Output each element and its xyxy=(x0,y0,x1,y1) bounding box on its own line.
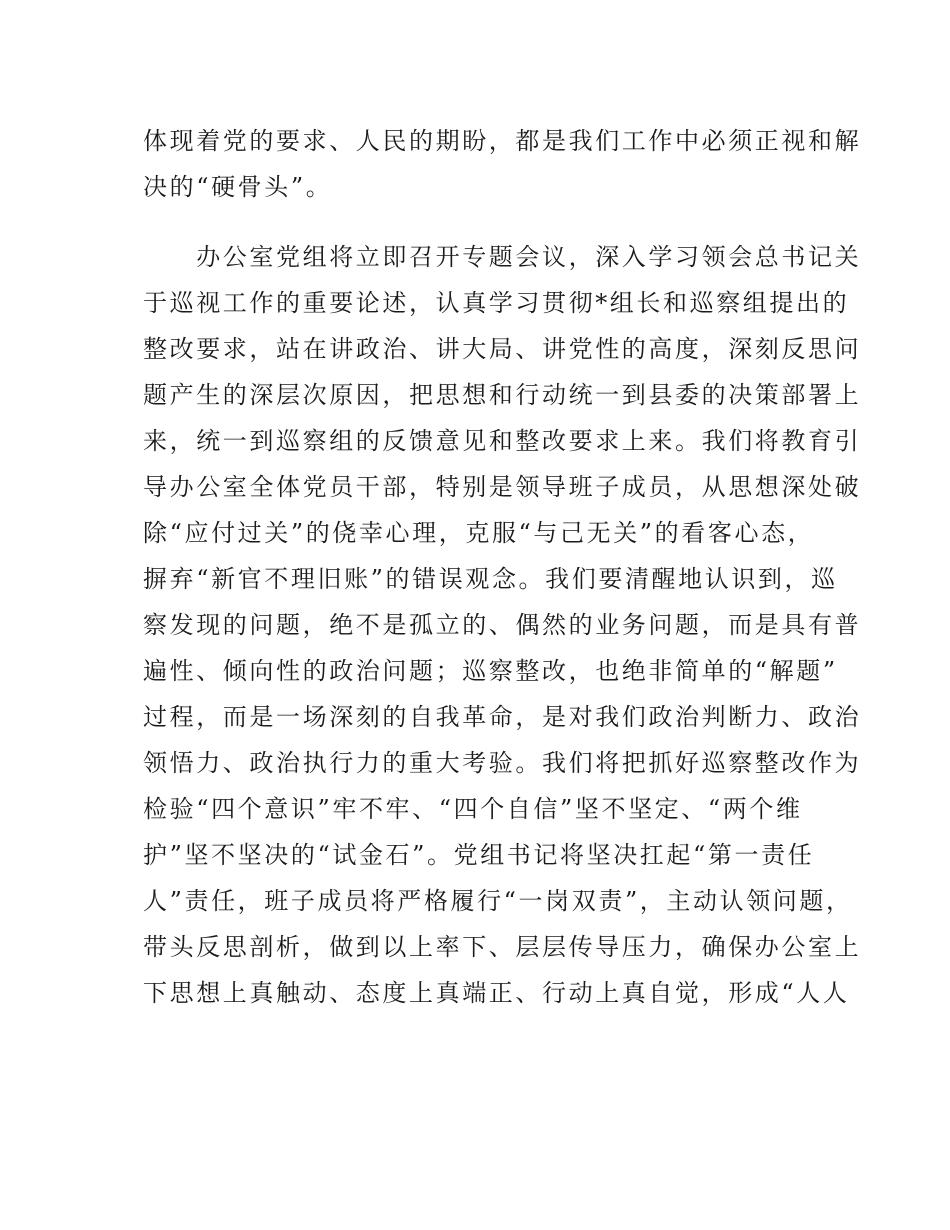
text-line: 检验“四个意识”牢不牢、“四个自信”坚不坚定、“两个维 xyxy=(143,795,803,823)
text-line: 决的“硬骨头”。 xyxy=(143,173,333,201)
text-line: 察发现的问题，绝不是孤立的、偶然的业务问题，而是具有普 xyxy=(143,611,862,639)
document-body xyxy=(143,118,862,1016)
text-line: 摒弃“新官不理旧账”的错误观念。我们要清醒地认识到，巡 xyxy=(143,565,838,593)
text-line: 下思想上真触动、态度上真端正、行动上真自觉，形成“人人 xyxy=(143,979,850,1007)
text-line: 来，统一到巡察组的反馈意见和整改要求上来。我们将教育引 xyxy=(143,427,862,455)
text-line: 遍性、倾向性的政治问题；巡察整改，也绝非简单的“解题” xyxy=(143,657,838,685)
text-line: 人”责任，班子成员将严格履行“一岗双责”，主动认领问题， xyxy=(143,887,853,915)
paragraph-gap xyxy=(143,210,833,234)
text-line: 导办公室全体党员干部，特别是领导班子成员，从思想深处破 xyxy=(143,473,862,501)
text-line: 办公室党组将立即召开专题会议，深入学习领会总书记关 xyxy=(143,243,862,271)
text-line: 过程，而是一场深刻的自我革命，是对我们政治判断力、政治 xyxy=(143,703,862,731)
text-line: 题产生的深层次原因，把思想和行动统一到县委的决策部署上 xyxy=(143,381,862,409)
text-line: 于巡视工作的重要论述，认真学习贯彻*组长和巡察组提出的 xyxy=(143,289,850,317)
text-line: 护”坚不坚决的“试金石”。党组书记将坚决扛起“第一责任 xyxy=(143,841,815,869)
text-line: 体现着党的要求、人民的期盼，都是我们工作中必须正视和解 xyxy=(143,127,862,155)
text-line: 整改要求，站在讲政治、讲大局、讲党性的高度，深刻反思问 xyxy=(143,335,862,363)
text-line: 领悟力、政治执行力的重大考验。我们将把抓好巡察整改作为 xyxy=(143,749,862,777)
text-line: 带头反思剖析，做到以上率下、层层传导压力，确保办公室上 xyxy=(143,933,862,961)
text-line: 除“应付过关”的侥幸心理，克服“与己无关”的看客心态， xyxy=(143,519,815,547)
